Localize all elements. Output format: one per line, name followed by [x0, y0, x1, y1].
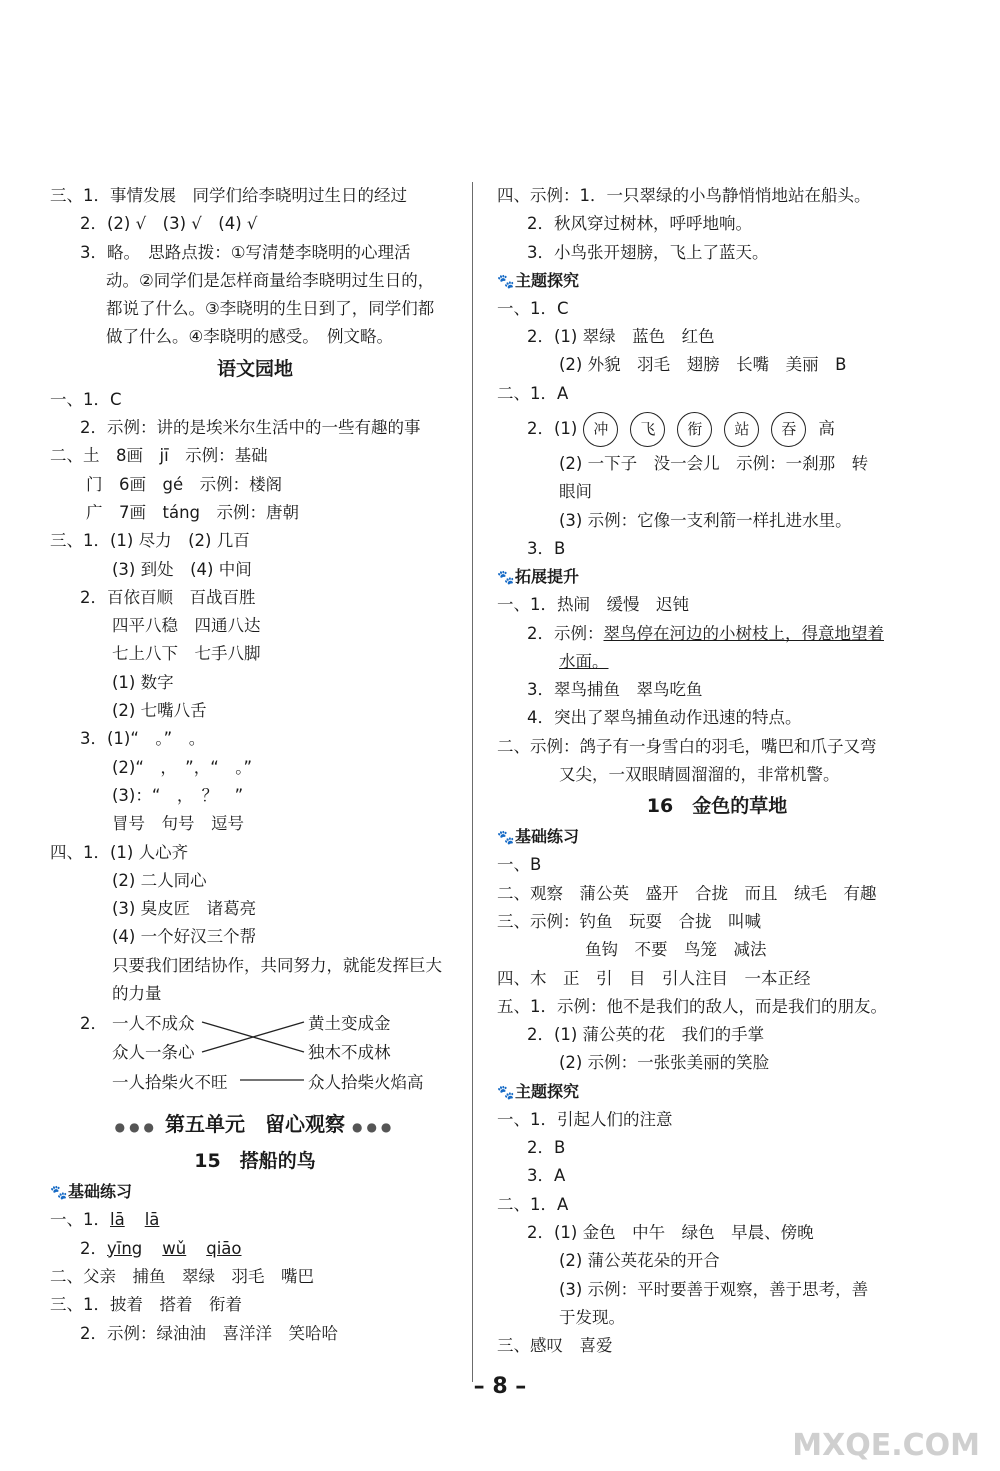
answer-line: 二、土 8画 jī 示例：基础: [50, 446, 268, 466]
pinyin-answer: lā: [144, 1210, 160, 1230]
answer-line: 三、1．披着 搭着 衔着: [50, 1295, 242, 1315]
answer-line: 一、1．C: [50, 389, 122, 409]
section-header-text: 基础练习: [68, 1182, 133, 1202]
answer-line: 三、1．(1) 尽力 (2) 几百: [50, 531, 250, 551]
answer-line: (2) 示例：一张张美丽的笑脸: [559, 1053, 770, 1073]
answer-line: 2．(1) 金色 中午 绿色 早晨、傍晚: [527, 1222, 814, 1242]
answer-line: 三、感叹 喜爱: [497, 1336, 613, 1356]
paw-icon: 🐾: [497, 1084, 515, 1101]
answer-line: 2．(2) √ (3) √ (4) √: [80, 214, 258, 234]
paw-icon: 🐾: [497, 830, 515, 847]
section-header-text: 主题探究: [515, 270, 580, 290]
answer-line: 2．B: [527, 1138, 566, 1158]
decor-dots-icon: ●●●: [351, 1120, 396, 1135]
answer-line: (2) 外貌 羽毛 翅膀 长嘴 美丽 B: [559, 355, 847, 375]
answer-line: 3．略。 思路点拨：①写清楚李晓明的心理活: [80, 242, 411, 262]
watermark: MXQE.COM: [792, 1428, 980, 1463]
answer-line: (3) 示例：平时要善于观察，善于思考，善: [559, 1279, 869, 1299]
answer-line: 2．(1) 翠绿 蓝色 红色: [527, 327, 715, 347]
item-prefix: 2．示例：: [527, 623, 604, 643]
answer-line: 三、示例：钓鱼 玩耍 合拢 叫喊: [497, 911, 761, 931]
item-prefix: 2．: [80, 1238, 107, 1258]
section-header-text: 主题探究: [515, 1081, 580, 1101]
answer-line: 2．秋风穿过树林，呼呼地响。: [527, 214, 752, 234]
answer-line: 做了什么。④李晓明的感受。 例文略。: [106, 327, 394, 347]
answer-line: [497, 620, 937, 648]
answer-line: (3) 到处 (4) 中间: [112, 559, 252, 579]
unit-title: [50, 1104, 460, 1144]
answer-line: (2) 七嘴八舌: [112, 701, 207, 721]
answer-line: 的力量: [112, 984, 162, 1004]
answer-line: (2) 二人同心: [112, 870, 207, 890]
answer-line: (3) 示例：它像一支利箭一样扎进水里。: [559, 510, 852, 530]
circled-char: 吞: [771, 412, 806, 447]
section-header: [497, 823, 937, 851]
answer-line: 一、1．热闹 缓慢 迟钝: [497, 595, 689, 615]
circled-char: 衔: [677, 412, 712, 447]
answer-line: 眼间: [559, 482, 592, 502]
underlined-answer: 翠鸟停在河边的小树枝上，得意地望着: [603, 623, 884, 643]
answer-line: 2．(1) 蒲公英的花 我们的手掌: [527, 1025, 765, 1045]
answer-line: 四、1．(1) 人心齐: [50, 842, 189, 862]
answer-line: 又尖，一双眼睛圆溜溜的，非常机警。: [559, 765, 840, 785]
section-header: [497, 267, 937, 295]
decor-dots-icon: ●●●: [114, 1120, 159, 1135]
section-header: [497, 1078, 937, 1106]
matching-exercise: [50, 1008, 460, 1098]
paw-icon: 🐾: [497, 570, 515, 587]
answer-line: 二、示例：鸽子有一身雪白的羽毛，嘴巴和爪子又弯: [497, 736, 877, 756]
paw-icon: 🐾: [497, 273, 515, 290]
lesson-title-15: 15 搭船的鸟: [194, 1150, 316, 1173]
answer-line: 2．百依百顺 百战百胜: [80, 587, 256, 607]
pinyin-answer: wǔ: [162, 1238, 187, 1258]
answer-line: (3)：“ ， ？ ”: [112, 785, 244, 805]
section-header-text: 基础练习: [515, 827, 580, 847]
answer-line: 2．示例：讲的是埃米尔生活中的一些有趣的事: [80, 418, 421, 438]
circled-char: 冲: [583, 412, 618, 447]
answer-line: (4) 一个好汉三个帮: [112, 927, 257, 947]
underlined-answer: 水面。: [559, 651, 609, 671]
answer-line: [497, 408, 937, 450]
unit-title-text: 第五单元 留心观察: [165, 1112, 345, 1137]
answer-line: 都说了什么。③李晓明的生日到了，同学们都: [106, 299, 435, 319]
answer-line: (2) 一下子 没一会儿 示例：一刹那 转: [559, 454, 869, 474]
answer-line: 二、1．A: [497, 1194, 569, 1214]
page-number: – 8 –: [473, 1374, 527, 1399]
answer-line: 四平八稳 四通八达: [112, 616, 261, 636]
match-right-2: 独木不成林: [308, 1043, 391, 1063]
left-column: [50, 182, 460, 1348]
answer-line: 3．(1)“ 。” 。: [80, 729, 206, 749]
answer-line: 一、1．C: [497, 298, 569, 318]
answer-line: 一、1．引起人们的注意: [497, 1109, 673, 1129]
answer-line: 3．翠鸟捕鱼 翠鸟吃鱼: [527, 680, 703, 700]
answer-line: (2)“ ， ”，“ 。”: [112, 757, 253, 777]
pinyin-answer: yīng: [107, 1238, 143, 1258]
answer-line: [50, 1206, 460, 1234]
answer-line: 冒号 句号 逗号: [112, 814, 244, 834]
answer-line: 只要我们团结协作，共同努力，就能发挥巨大: [112, 955, 442, 975]
answer-line: (3) 臭皮匠 诸葛亮: [112, 899, 257, 919]
match-right-1: 黄土变成金: [308, 1014, 391, 1034]
pinyin-answer: lā: [110, 1210, 125, 1230]
paw-icon: 🐾: [50, 1185, 68, 1202]
section-header: [50, 1178, 460, 1206]
answer-line: 2．示例：绿油油 喜洋洋 笑哈哈: [80, 1323, 338, 1343]
matching-label: 2．: [80, 1014, 107, 1034]
answer-line: 于发现。: [559, 1307, 625, 1327]
match-left-3: 一人拾柴火不旺: [112, 1073, 228, 1093]
match-right-3: 众人拾柴火焰高: [308, 1073, 424, 1093]
column-divider: [472, 182, 473, 1382]
answer-line: 四、木 正 引 目 引人注目 一本正经: [497, 968, 811, 988]
answer-line: 三、1．事情发展 同学们给李晓明过生日的经过: [50, 186, 407, 205]
answer-line: 门 6画 gé 示例：楼阁: [86, 474, 283, 494]
circled-char: 飞: [630, 412, 665, 447]
answer-line: 二、观察 蒲公英 盛开 合拢 而且 绒毛 有趣: [497, 883, 877, 903]
answer-line: 四、示例：1．一只翠绿的小鸟静悄悄地站在船头。: [497, 186, 871, 205]
match-left-1: 一人不成众: [112, 1014, 195, 1034]
answer-line: 一、B: [497, 855, 542, 875]
answer-line: [50, 1235, 460, 1263]
right-column: [497, 182, 937, 1360]
match-left-2: 众人一条心: [112, 1043, 195, 1063]
answer-line: 4．突出了翠鸟捕鱼动作迅速的特点。: [527, 708, 802, 728]
answer-line: 3．小鸟张开翅膀，飞上了蓝天。: [527, 242, 769, 262]
answer-line: (2) 蒲公英花朵的开合: [559, 1251, 720, 1271]
answer-line: 3．B: [527, 538, 566, 558]
section-header-text: 拓展提升: [515, 567, 580, 587]
answer-line: 广 7画 táng 示例：唐朝: [86, 502, 300, 522]
item-prefix: 2．(1): [527, 419, 578, 439]
plain-char: 高: [818, 419, 835, 439]
section-header: [497, 563, 937, 591]
answer-line: 3．A: [527, 1166, 566, 1186]
circled-char: 站: [724, 412, 759, 447]
answer-line: 七上八下 七手八脚: [112, 644, 261, 664]
lesson-title-16: 16 金色的草地: [646, 795, 788, 818]
answer-line: 二、父亲 捕鱼 翠绿 羽毛 嘴巴: [50, 1266, 314, 1286]
answer-line: 鱼钩 不要 鸟笼 减法: [585, 940, 767, 960]
answer-line: [497, 648, 937, 676]
answer-line: 二、1．A: [497, 383, 569, 403]
answer-line: (1) 数字: [112, 672, 174, 692]
answer-line: 五、1．示例：他不是我们的敌人，而是我们的朋友。: [497, 996, 887, 1016]
item-prefix: 一、1．: [50, 1210, 110, 1230]
section-title-yuwen: 语文园地: [216, 357, 293, 380]
pinyin-answer: qiāo: [206, 1238, 242, 1258]
matching-lines: [50, 1008, 460, 1098]
answer-line: 动。②同学们是怎样商量给李晓明过生日的，: [106, 270, 435, 290]
